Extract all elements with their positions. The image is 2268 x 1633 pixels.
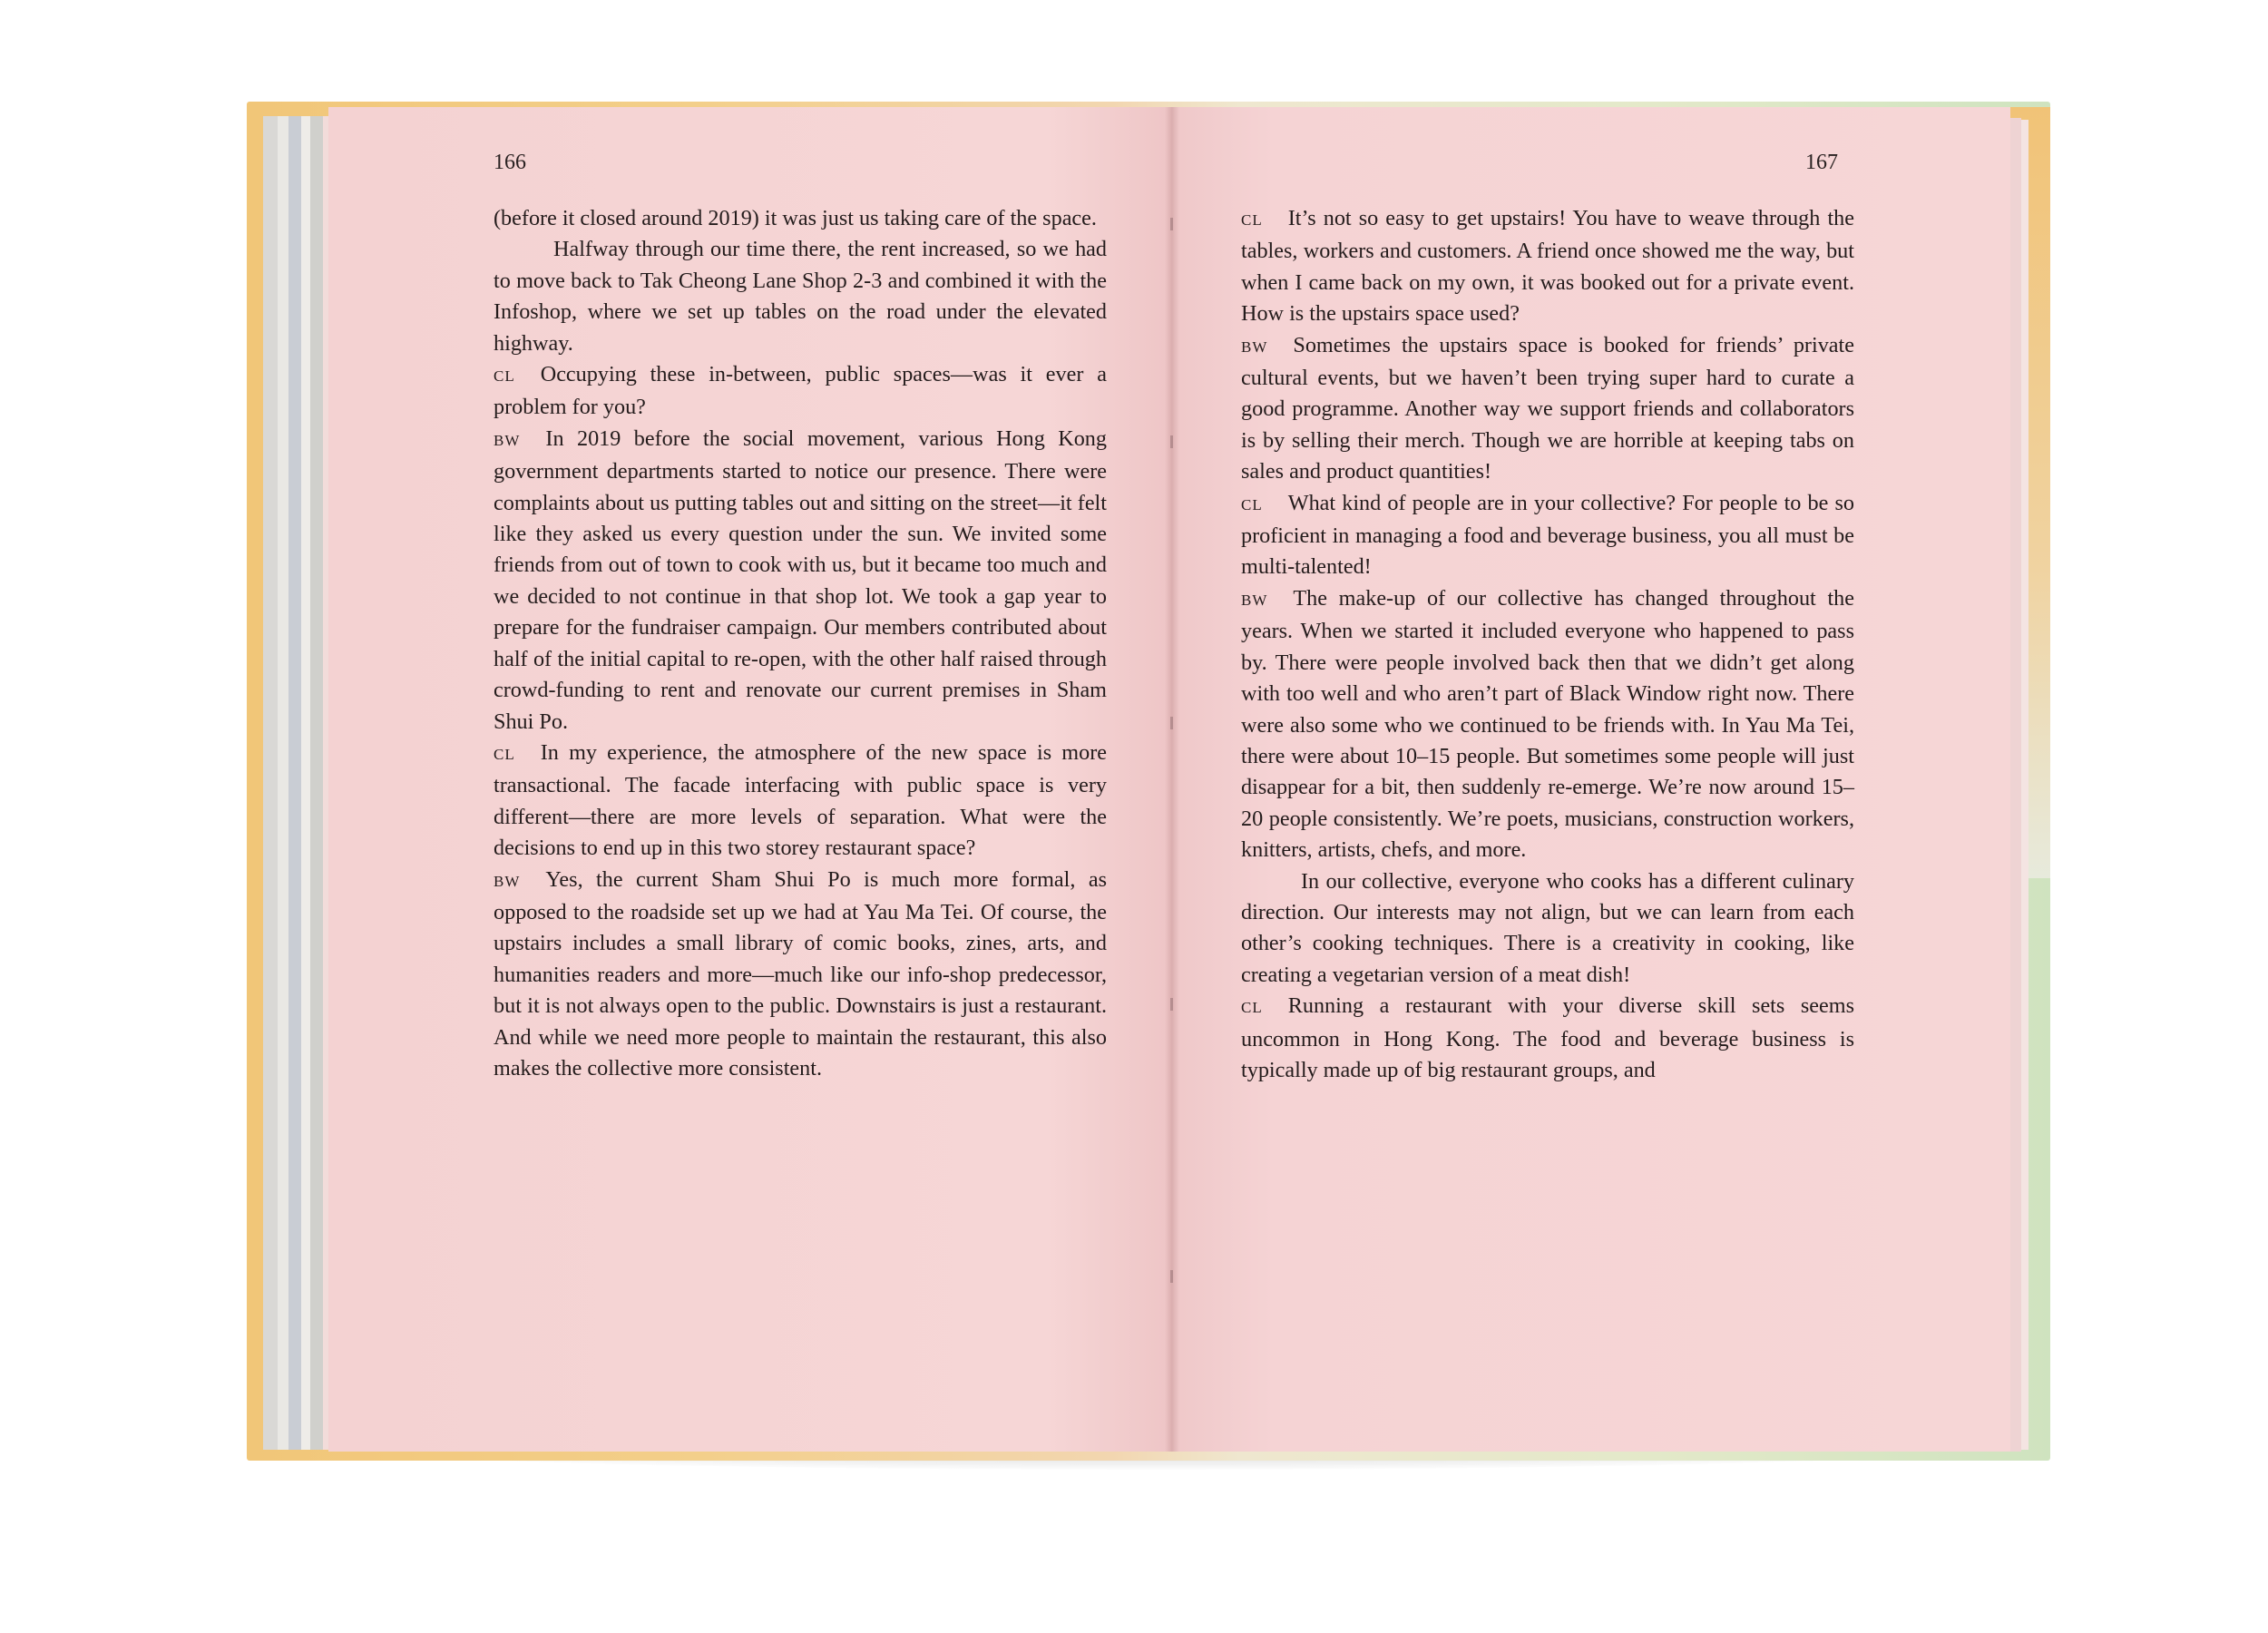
paragraph-text: The make-up of our collective has changed throughout the years. When we started it included everyone who happened to pass by. There were people involved back then that we didn’t get along with too well and who aren’t part of Black Window right now. There were also some who we continued to be friends with. In Yau Ma Tei, there were about 10–15 people. But sometimes some people will just disappear for a bit, then suddenly re-emerge. We’re now around 15–20 people consistently. We’re poets, musicians, construction workers, knitters, artists, chefs, and more. xyxy=(1241,585,1854,863)
paragraph-text: Sometimes the upstairs space is booked for friends’ private cultural events, but we haven’t been trying super hard to curate a good programme. Another way we support friends and collaborators is by selling their merch. Though we are horrible at keeping tabs on sales and product quantities! xyxy=(1241,332,1854,484)
speaker-tag: CL xyxy=(1241,211,1263,229)
interview-answer xyxy=(1241,330,1854,488)
speaker-tag: BW xyxy=(494,431,521,449)
page-edge-right xyxy=(2021,120,2028,1450)
interview-answer xyxy=(1241,583,1854,866)
right-page-text xyxy=(1241,203,1854,1086)
paragraph-text: Occupying these in-between, public spaces—was it ever a problem for you? xyxy=(494,362,1107,420)
interview-question xyxy=(494,738,1107,865)
speaker-tag: CL xyxy=(494,367,515,386)
speaker-tag: CL xyxy=(1241,495,1263,513)
page-edge xyxy=(278,116,288,1450)
paragraph xyxy=(1241,866,1854,992)
binding-stitch xyxy=(1170,435,1173,448)
paragraph xyxy=(494,203,1107,234)
paragraph-text: In our collective, everyone who cooks has a different culinary direction. Our interests may not align, but we can learn from each other’s cooking techniques. There is a creativity in cooking, like creating a vegetarian version of a meat dish! xyxy=(1241,868,1854,987)
page-edge xyxy=(288,116,301,1450)
binding-stitch xyxy=(1170,218,1173,230)
page-number-right: 167 xyxy=(1805,151,1838,174)
paragraph-text: In 2019 before the social movement, various Hong Kong government departments started to notice our presence. There were complaints about us putting tables out and sitting on the street—it felt like they asked us every question under the sun. We invited some friends from out of town to cook with us, but it became too much and we decided to not continue in that shop lot. We took a gap year to prepare for the fundraiser campaign. Our members contributed about half of the initial capital to re-open, with the other half raised through crowd-funding to rent and renovate our current premises in Sham Shui Po. xyxy=(494,425,1107,734)
binding-stitch xyxy=(1170,1270,1173,1283)
paragraph-text: Running a restaurant with your diverse skill sets seems uncommon in Hong Kong. The food and beverage business is typically made up of big restaurant groups, and xyxy=(1241,993,1854,1082)
page-edge xyxy=(301,116,310,1450)
page-edge-right xyxy=(2009,118,2021,1452)
binding-stitch xyxy=(1170,717,1173,729)
speaker-tag: BW xyxy=(1241,337,1268,356)
speaker-tag: CL xyxy=(494,745,515,763)
interview-question xyxy=(1241,203,1854,330)
speaker-tag: BW xyxy=(494,872,521,890)
binding-stitch xyxy=(1170,998,1173,1011)
speaker-tag: BW xyxy=(1241,591,1268,609)
speaker-tag: CL xyxy=(1241,999,1263,1017)
interview-question xyxy=(1241,488,1854,583)
interview-question xyxy=(1241,991,1854,1086)
interview-answer xyxy=(494,865,1107,1085)
paragraph-text: It’s not so easy to get upstairs! You have to weave through the tables, workers and customers. A friend once showed me the way, but when I came back on my own, it was booked out for a private event. How is the upstairs space used? xyxy=(1241,206,1854,327)
paragraph-text: What kind of people are in your collective? For people to be so proficient in managing a food and beverage business, you all must be multi-talented! xyxy=(1241,490,1854,580)
interview-question xyxy=(494,359,1107,424)
page-edge xyxy=(310,116,323,1450)
book-gutter xyxy=(1165,107,1179,1452)
page-edge xyxy=(263,116,278,1450)
paragraph-text: (before it closed around 2019) it was just us taking care of the space. xyxy=(494,206,1097,230)
paragraph-text: In my experience, the atmosphere of the new space is more transactional. The facade interfacing with public space is very different—there are more levels of separation. What were the decisions to end up in this two storey restaurant space? xyxy=(494,739,1107,861)
paragraph-text: Halfway through our time there, the rent increased, so we had to move back to Tak Cheong Lane Shop 2-3 and combined it with the Infoshop, where we set up tables on the road under the elevated highway. xyxy=(494,237,1107,356)
interview-answer xyxy=(494,424,1107,738)
page-number-left: 166 xyxy=(494,151,526,174)
paragraph xyxy=(494,234,1107,359)
left-page-text xyxy=(494,203,1107,1084)
paragraph-text: Yes, the current Sham Shui Po is much more formal, as opposed to the roadside set up we had at Yau Ma Tei. Of course, the upstairs includes a small library of comic books, zines, arts, and humanities readers and more—much like our info-shop predecessor, but it is not always open to the public. Downstairs is just a restaurant. And while we need more people to maintain the restaurant, this also makes the collective more consistent. xyxy=(494,866,1107,1081)
